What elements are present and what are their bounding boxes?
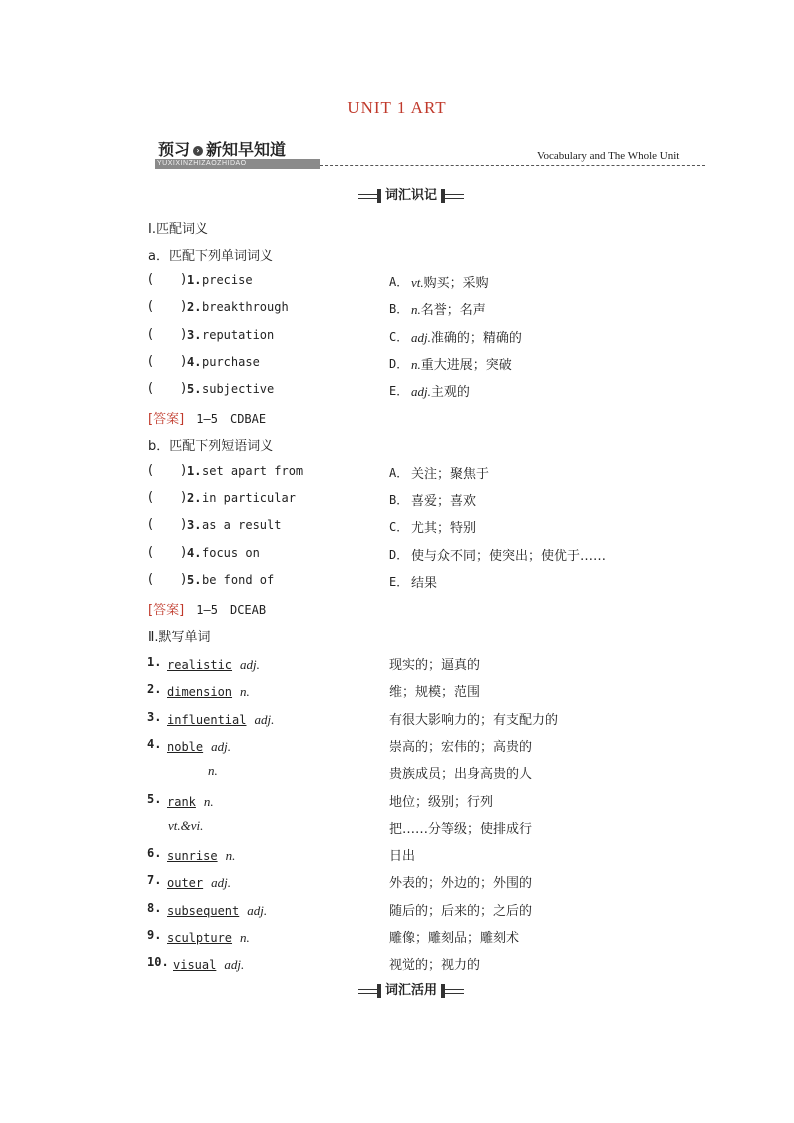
item-number: 1. — [147, 655, 162, 669]
item-open-paren: ( — [148, 571, 154, 587]
item-number: 4. — [147, 736, 162, 751]
divider — [445, 194, 464, 199]
meaning-pos: vt. — [411, 275, 424, 290]
option-meaning: 喜爱；喜欢 — [411, 494, 477, 510]
item-number: 2. — [147, 682, 162, 697]
option-meaning: 使与众不同；使突出；使优于…… — [411, 548, 607, 564]
part-of-speech: adj. — [211, 875, 231, 891]
part1-b-heading: b．匹配下列短语词义 — [148, 439, 274, 454]
meaning-pos: adj. — [411, 384, 431, 400]
item-open-paren: ( — [148, 490, 154, 506]
option-meaning — [411, 381, 470, 400]
item-close-paren: ) — [181, 544, 187, 560]
section-use-label: 词汇活用 — [377, 984, 445, 998]
option-letter: E． — [389, 384, 409, 399]
banner-cn-right: 新知早知道 — [206, 140, 287, 159]
answer-word: realistic — [167, 658, 233, 672]
divider — [445, 989, 464, 994]
item-number: 3. — [187, 327, 202, 342]
part-of-speech: vt.&vi. — [168, 817, 204, 833]
item-word: reputation — [202, 327, 275, 342]
answer-label: [答案] — [148, 412, 185, 427]
meaning-text: 购买；采购 — [423, 276, 489, 291]
item-open-paren: ( — [148, 326, 154, 342]
answer-word: rank — [167, 794, 196, 809]
answer-word: sunrise — [167, 849, 218, 864]
option-letter: A． — [389, 466, 409, 480]
part1-a-answer — [148, 408, 266, 427]
item-number: 3. — [187, 518, 202, 533]
word-line — [167, 681, 250, 700]
answer-text: 1—5 CDBAE — [196, 412, 267, 426]
item-number: 2. — [187, 491, 202, 506]
item-open-paren: ( — [148, 463, 154, 478]
part-of-speech: adj. — [247, 902, 268, 918]
item-close-paren: ) — [181, 571, 187, 587]
option-letter: D． — [389, 547, 409, 562]
word-line — [167, 900, 267, 919]
word-meaning: 视觉的；视力的 — [389, 958, 481, 974]
answer-word: dimension — [167, 685, 233, 700]
answer-text: 1—5 DCEAB — [196, 603, 267, 617]
preview-banner — [158, 137, 286, 160]
section-vocab-tag — [358, 188, 464, 204]
item-close-paren: ) — [181, 299, 187, 315]
answer-word: subsequent — [167, 903, 240, 918]
part-of-speech: adj. — [211, 738, 231, 754]
item-phrase: as a result — [202, 518, 282, 533]
meaning-text: 重大进展；突破 — [420, 357, 512, 373]
word-meaning: 地位；级别；行列 — [389, 794, 494, 810]
item-number: 5. — [187, 572, 202, 587]
option-meaning — [411, 354, 512, 373]
banner-cn-left: 预习 — [158, 140, 191, 159]
option-meaning — [411, 327, 522, 346]
item-number: 5. — [147, 791, 162, 806]
item-close-paren: ) — [181, 490, 187, 506]
item-number: 9. — [147, 928, 162, 942]
item-open-paren: ( — [148, 517, 154, 533]
section-vocab-label: 词汇识记 — [377, 189, 445, 203]
part1-heading: Ⅰ.匹配词义 — [148, 222, 208, 237]
item-close-paren: ) — [181, 353, 187, 369]
option-letter: B． — [389, 493, 409, 508]
part1-a-heading: a．匹配下列单词词义 — [148, 249, 273, 264]
item-close-paren: ) — [181, 517, 187, 533]
section-use-tag — [358, 983, 464, 999]
part1-b-answer — [148, 599, 266, 618]
word-meaning: 有很大影响力的；有支配力的 — [389, 712, 559, 728]
item-open-paren: ( — [148, 381, 154, 397]
word-meaning: 外表的；外边的；外围的 — [389, 876, 533, 892]
item-open-paren: ( — [148, 353, 154, 369]
item-number: 2. — [187, 300, 202, 315]
word-meaning: 崇高的；宏伟的；高贵的 — [389, 739, 533, 755]
item-close-paren: ) — [181, 272, 187, 287]
option-letter: D． — [389, 356, 409, 371]
page-title: UNIT 1 ART — [347, 98, 447, 117]
part-of-speech: n. — [203, 793, 214, 809]
option-meaning: 关注；聚焦于 — [411, 467, 490, 482]
item-close-paren: ) — [181, 463, 187, 478]
item-open-paren: ( — [148, 544, 154, 560]
part-of-speech: n. — [240, 930, 250, 945]
option-meaning: 结果 — [411, 575, 438, 591]
part-of-speech: adj. — [254, 711, 275, 727]
word-line — [167, 654, 260, 673]
option-meaning — [411, 272, 489, 291]
option-letter: B． — [389, 302, 409, 317]
item-number: 10. — [147, 955, 169, 970]
part-of-speech: n. — [240, 684, 250, 700]
item-close-paren: ) — [181, 326, 187, 342]
item-word: precise — [202, 273, 253, 287]
item-phrase: be fond of — [202, 572, 275, 587]
word-meaning: 现实的；逼真的 — [389, 658, 481, 673]
word-line — [173, 954, 244, 973]
arrow-right-icon: › — [193, 146, 203, 156]
item-open-paren: ( — [148, 299, 154, 315]
item-phrase: in particular — [202, 491, 296, 506]
part-of-speech: adj. — [240, 657, 260, 672]
option-letter: E． — [389, 574, 409, 589]
word-meaning: 日出 — [389, 849, 416, 865]
word-meaning: 贵族成员；出身高贵的人 — [389, 767, 533, 783]
option-letter: C． — [389, 520, 409, 535]
banner-pinyin: YUXIXINZHIZAOZHIDAO — [155, 159, 320, 169]
part-of-speech: n. — [208, 763, 218, 779]
item-number: 6. — [147, 846, 162, 861]
part-of-speech: n. — [225, 848, 236, 864]
item-number: 1. — [187, 464, 202, 478]
item-open-paren: ( — [148, 272, 154, 287]
answer-word: noble — [167, 739, 204, 754]
word-line — [167, 736, 231, 755]
item-number: 4. — [187, 354, 202, 369]
word-meaning: 把……分等级；使排成行 — [389, 821, 533, 837]
meaning-text: 名誉；名声 — [420, 303, 486, 319]
part2-heading: Ⅱ.默写单词 — [148, 630, 211, 645]
word-line — [167, 872, 231, 891]
option-letter: A． — [389, 275, 409, 289]
word-meaning: 雕像；雕刻品；雕刻术 — [389, 931, 520, 946]
option-meaning — [411, 299, 486, 318]
answer-word: visual — [173, 958, 217, 973]
banner-divider — [320, 165, 705, 166]
word-line — [167, 927, 250, 946]
item-number: 7. — [147, 873, 162, 888]
word-meaning: 维；规模；范围 — [389, 685, 481, 701]
item-close-paren: ) — [181, 381, 187, 397]
item-word: breakthrough — [202, 300, 289, 315]
item-number: 5. — [187, 382, 202, 397]
item-number: 4. — [187, 545, 202, 560]
part-of-speech: adj. — [224, 957, 245, 973]
item-word: purchase — [202, 354, 260, 369]
meaning-text: 准确的；精确的 — [430, 330, 522, 346]
item-phrase: set apart from — [202, 464, 304, 478]
divider — [358, 194, 377, 199]
option-meaning: 尤其；特别 — [411, 521, 477, 537]
item-phrase: focus on — [202, 545, 260, 560]
meaning-pos: adj. — [411, 329, 431, 345]
divider — [358, 989, 377, 994]
word-meaning: 随后的；后来的；之后的 — [389, 903, 533, 919]
answer-word: sculpture — [167, 931, 233, 945]
word-line — [167, 845, 235, 864]
word-line — [167, 791, 214, 810]
meaning-pos: n. — [411, 356, 421, 372]
word-line — [167, 709, 274, 728]
answer-label: [答案] — [148, 603, 185, 618]
item-number: 1. — [187, 273, 202, 287]
meaning-pos: n. — [411, 302, 421, 318]
option-letter: C． — [389, 329, 409, 344]
item-number: 8. — [147, 900, 162, 915]
banner-subtitle: Vocabulary and The Whole Unit — [537, 150, 680, 162]
item-number: 3. — [147, 709, 162, 724]
item-word: subjective — [202, 382, 275, 397]
answer-word: outer — [167, 876, 204, 891]
meaning-text: 主观的 — [430, 385, 470, 401]
answer-word: influential — [167, 712, 247, 727]
